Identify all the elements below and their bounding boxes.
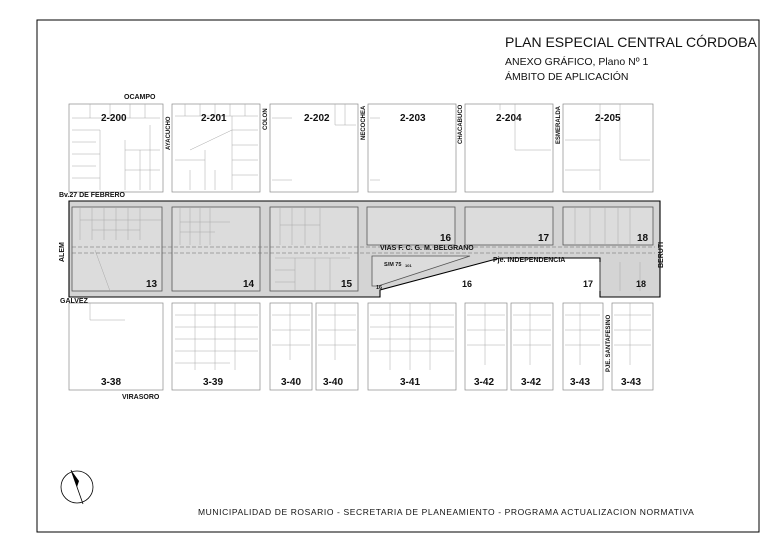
street-ocampo: OCAMPO	[124, 94, 156, 101]
zone-label-13: 13	[146, 279, 158, 290]
section-3-41: 3-41	[400, 377, 421, 388]
zone-label-15: 15	[341, 279, 353, 290]
section-3-39: 3-39	[203, 377, 224, 388]
street-febrero: Bv.27 DE FEBRERO	[59, 192, 125, 199]
section-3-38: 3-38	[101, 377, 122, 388]
street-chacabuco: CHACABUCO	[458, 104, 464, 144]
application-zone	[69, 201, 660, 297]
plan-title: PLAN ESPECIAL CENTRAL CÓRDOBA	[505, 34, 757, 50]
annex-label: ANEXO GRÁFICO, Plano Nº 1	[505, 56, 649, 68]
street-railway: VIAS F. C. G. M. BELGRANO	[380, 245, 474, 252]
footer-text: MUNICIPALIDAD DE ROSARIO - SECRETARIA DE PLANEAMIENTO - PROGRAMA ACTUALIZACION NORMATIVA	[198, 507, 695, 517]
section-2-202: 2-202	[304, 113, 330, 124]
zone-label-17-bottom: 17	[583, 279, 594, 289]
street-beruti: BERUTI	[658, 241, 665, 268]
sm-sub-label: 101	[405, 263, 412, 268]
zone-label-17-top: 17	[538, 233, 550, 244]
section-2-204: 2-204	[496, 113, 522, 124]
zone-label-18-bottom: 18	[636, 279, 647, 289]
street-esmeralda: ESMERALDA	[556, 105, 562, 144]
section-3-40a: 3-40	[281, 377, 302, 388]
street-galvez: GALVEZ	[60, 298, 88, 305]
section-2-201: 2-201	[201, 113, 227, 124]
bottom-blocks	[69, 303, 653, 390]
street-colon: COLON	[263, 108, 269, 130]
street-necochea: NECOCHEA	[361, 105, 367, 140]
street-independencia: Pje. INDEPENDENCIA	[493, 257, 566, 264]
section-3-43b: 3-43	[621, 377, 642, 388]
zone-label-16-top: 16	[440, 233, 452, 244]
section-3-42b: 3-42	[521, 377, 542, 388]
zone-block-sm75	[372, 256, 470, 286]
street-santafesino: PJE. SANTAFESINO	[606, 314, 612, 372]
zone-label-16-small: 16	[376, 285, 383, 291]
street-virasoro: VIRASORO	[122, 394, 160, 401]
section-2-205: 2-205	[595, 113, 621, 124]
zone-label-14: 14	[243, 279, 255, 290]
section-2-200: 2-200	[101, 113, 127, 124]
section-3-43a: 3-43	[570, 377, 591, 388]
section-3-42a: 3-42	[474, 377, 495, 388]
sm-label: S/M 75	[384, 262, 402, 268]
zone-label-18-top: 18	[637, 233, 649, 244]
street-ayacucho: AYACUCHO	[166, 116, 172, 150]
section-2-203: 2-203	[400, 113, 426, 124]
north-arrow-icon	[61, 470, 93, 504]
zone-label-16-bottom: 16	[462, 279, 473, 289]
scope-label: ÁMBITO DE APLICACIÓN	[505, 71, 629, 83]
section-3-40b: 3-40	[323, 377, 344, 388]
street-alem: ALEM	[59, 242, 66, 262]
